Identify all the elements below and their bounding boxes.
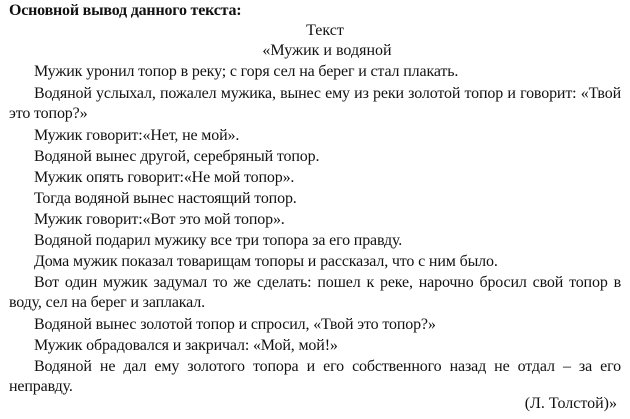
paragraph-4: Водяной вынес другой, серебряный топор. — [34, 148, 320, 165]
document-heading: Основной вывод данного текста: — [9, 2, 242, 19]
paragraph-11: Водяной вынес золотой топор и спросил, «Твой это топор?» — [34, 316, 436, 333]
text-label: Текст — [306, 22, 344, 39]
paragraph-5: Мужик опять говорит:«Не мой топор». — [34, 169, 295, 186]
paragraph-1: Мужик уронил топор в реку; с горя сел на берег и стал плакать. — [34, 63, 459, 80]
paragraph-13: Водяной не дал ему золотого топора и его собственного назад не отдал – за его неправду. — [9, 358, 621, 395]
paragraph-6: Тогда водяной вынес настоящий топор. — [34, 190, 297, 207]
paragraph-10: Вот один мужик задумал то же сделать: пошел к реке, нарочно бросил свой топор в воду, сел на берег и заплакал. — [9, 274, 621, 311]
paragraph-12: Мужик обрадовался и закричал: «Мой, мой!» — [34, 337, 338, 354]
story-title: «Мужик и водяной — [262, 42, 392, 59]
paragraph-2: Водяной услыхал, пожалел мужика, вынес ему из реки золотой топор и говорит: «Твой это топор?» — [9, 85, 621, 122]
paragraph-9: Дома мужик показал товарищам топоры и рассказал, что с ним было. — [34, 253, 498, 270]
paragraph-8: Водяной подарил мужику все три топора за его правду. — [34, 232, 403, 249]
paragraph-7: Мужик говорит:«Вот это мой топор». — [34, 211, 285, 228]
paragraph-3: Мужик говорит:«Нет, не мой». — [34, 127, 240, 144]
author-signature: (Л. Толстой)» — [524, 395, 617, 412]
